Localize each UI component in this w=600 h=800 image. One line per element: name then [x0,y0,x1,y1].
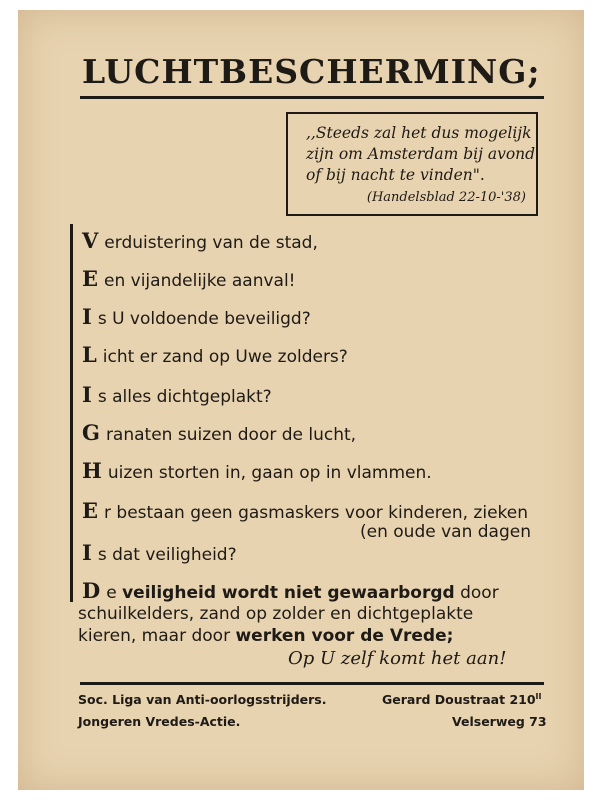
final-text: e [106,583,123,603]
final-text: kieren, maar door [78,626,236,646]
final-bold-text: veiligheid wordt niet gewaarborgd [122,583,455,603]
acrostic-continuation: (en oude van dagen [360,522,531,542]
acrostic-line [82,540,237,565]
acrostic-bar [70,224,73,602]
acrostic-line [82,228,318,253]
acrostic-text: s dat veiligheid? [97,545,237,565]
acrostic-capital: I [82,304,92,329]
quote-line: zijn om Amsterdam bij avond [306,145,536,163]
acrostic-capital: D [82,578,101,603]
acrostic-line [82,420,356,445]
footer-address-sup: II [535,692,542,701]
final-line-2: schuilkelders, zand op zolder en dichtgeplakte [78,604,474,624]
acrostic-line [82,458,432,483]
acrostic-text: s U voldoende beveiligd? [97,309,311,329]
acrostic-line [82,304,311,329]
footer-address-2: Velserweg 73 [452,714,547,729]
acrostic-text: uizen storten in, gaan op in vlammen. [107,463,432,483]
acrostic-text: r bestaan geen gasmaskers voor kinderen, zieken [104,503,529,523]
acrostic-capital: L [82,342,97,367]
final-bold-text: werken voor de Vrede; [235,626,454,646]
acrostic-capital: H [82,458,102,483]
acrostic-capital: E [82,266,99,291]
footer-address-1 [382,692,542,707]
acrostic-capital: G [82,420,100,445]
final-line-1 [82,578,499,603]
acrostic-text: ranaten suizen door de lucht, [105,425,357,445]
final-text: door [454,583,499,603]
acrostic-text: icht er zand op Uwe zolders? [102,347,348,367]
quote-line: ,,Steeds zal het dus mogelijk [306,124,532,142]
quote-box [286,112,538,216]
acrostic-line [82,498,528,523]
acrostic-text: s alles dichtgeplakt? [97,387,272,407]
acrostic-line [82,266,296,291]
acrostic-capital: I [82,540,92,565]
quote-line: of bij nacht te vinden". [306,166,485,184]
acrostic-capital: V [82,228,99,253]
final-line-3 [78,626,453,646]
acrostic-text: en vijandelijke aanval! [104,271,296,291]
footer-org-1: Soc. Liga van Anti-oorlogsstrijders. [78,692,327,707]
footer-address-text: Gerard Doustraat 210 [382,692,536,708]
acrostic-line [82,342,348,367]
poster-title: LUCHTBESCHERMING; [82,52,541,91]
bottom-rule [80,682,544,685]
acrostic-capital: E [82,498,99,523]
acrostic-text: erduistering van de stad, [104,233,318,253]
slogan: Op U zelf komt het aan! [288,648,507,669]
footer-org-2: Jongeren Vredes-Actie. [78,714,241,729]
top-rule [80,96,544,99]
acrostic-capital: I [82,382,92,407]
acrostic-line [82,382,272,407]
quote-source: (Handelsblad 22-10-'38) [366,190,526,205]
